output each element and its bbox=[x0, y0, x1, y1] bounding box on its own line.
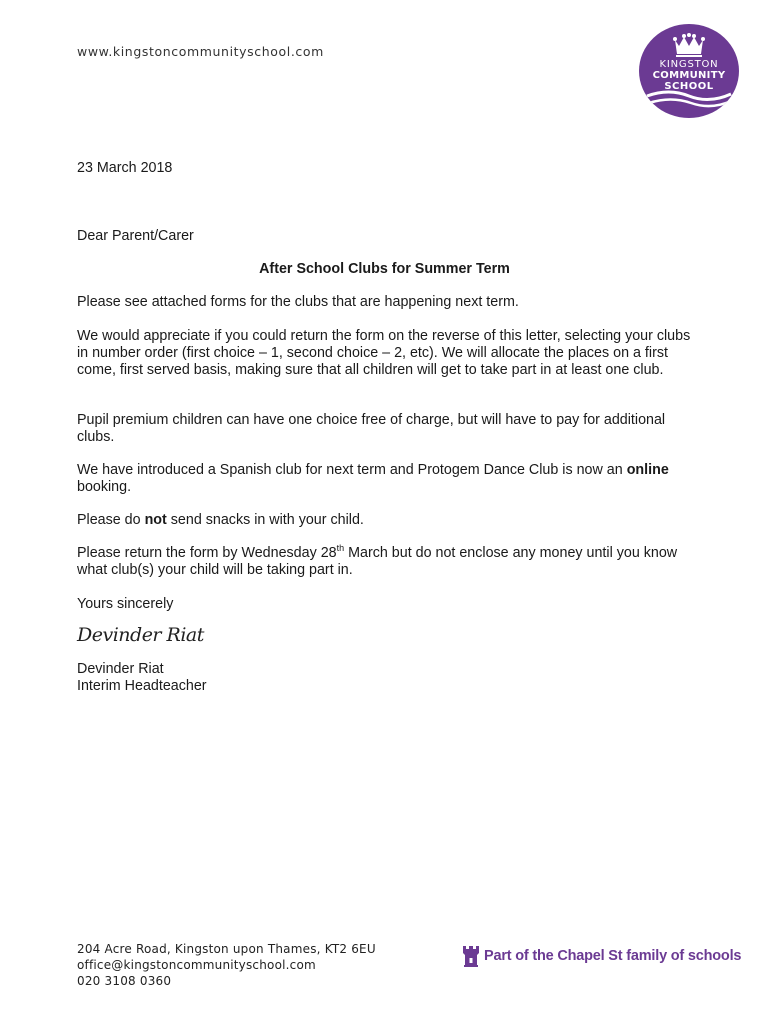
logo-line-kingston: KINGSTON bbox=[659, 59, 719, 70]
chapel-st-family-badge bbox=[462, 944, 741, 968]
signer-name: Devinder Riat bbox=[77, 661, 164, 677]
school-logo bbox=[639, 24, 739, 118]
paragraph-snacks bbox=[77, 512, 692, 529]
paragraph-return-deadline bbox=[77, 545, 692, 579]
footer-address: 204 Acre Road, Kingston upon Thames, KT2 6EU bbox=[77, 942, 376, 956]
letter-date: 23 March 2018 bbox=[77, 160, 173, 176]
p6-superscript: th bbox=[336, 543, 345, 554]
letter-subject: After School Clubs for Summer Term bbox=[259, 261, 510, 277]
p6-text-after: March but do not enclose any money until you know what club(s) your child will be taking part in. bbox=[77, 545, 678, 578]
signer-block bbox=[77, 661, 207, 695]
footer-email: office@kingstoncommunityschool.com bbox=[77, 958, 316, 972]
signer-title: Interim Headteacher bbox=[77, 678, 207, 694]
paragraph-pupil-premium: Pupil premium children can have one choice free of charge, but will have to pay for additional clubs. bbox=[77, 412, 666, 445]
letter-closing: Yours sincerely bbox=[77, 596, 174, 612]
p5-text-bold: not bbox=[144, 512, 167, 528]
logo-line-community: COMMUNITY bbox=[652, 70, 726, 81]
footer-phone: 020 3108 0360 bbox=[77, 974, 172, 988]
handwritten-signature: Devinder Riat bbox=[77, 624, 204, 646]
p5-text-after: send snacks in with your child. bbox=[166, 512, 364, 528]
paragraph-return-form: We would appreciate if you could return the form on the reverse of this letter, selecting your clubs in number order (first choice – 1, second choice – 2, etc). We will allocate the places on a first come, first served basis, making sure that all children will get to take part in at least one club. bbox=[77, 328, 691, 378]
website-url: www.kingstoncommunityschool.com bbox=[77, 44, 324, 59]
p5-text-before: Please do bbox=[77, 512, 145, 528]
chapel-st-family-text: Part of the Chapel St family of schools bbox=[484, 948, 742, 964]
p4-text-after: booking. bbox=[77, 479, 132, 495]
castle-tower-icon bbox=[462, 945, 480, 967]
footer-contact bbox=[77, 941, 376, 989]
p4-text-before: We have introduced a Spanish club for next term and Protogem Dance Club is now an bbox=[77, 462, 627, 478]
paragraph-spanish-club bbox=[77, 462, 692, 496]
p6-text-before: Please return the form by Wednesday 28 bbox=[77, 545, 337, 561]
letter-greeting: Dear Parent/Carer bbox=[77, 228, 194, 244]
logo-line-school: SCHOOL bbox=[664, 81, 714, 92]
paragraph-attached-forms: Please see attached forms for the clubs that are happening next term. bbox=[77, 294, 519, 310]
p4-text-bold: online bbox=[626, 462, 669, 478]
